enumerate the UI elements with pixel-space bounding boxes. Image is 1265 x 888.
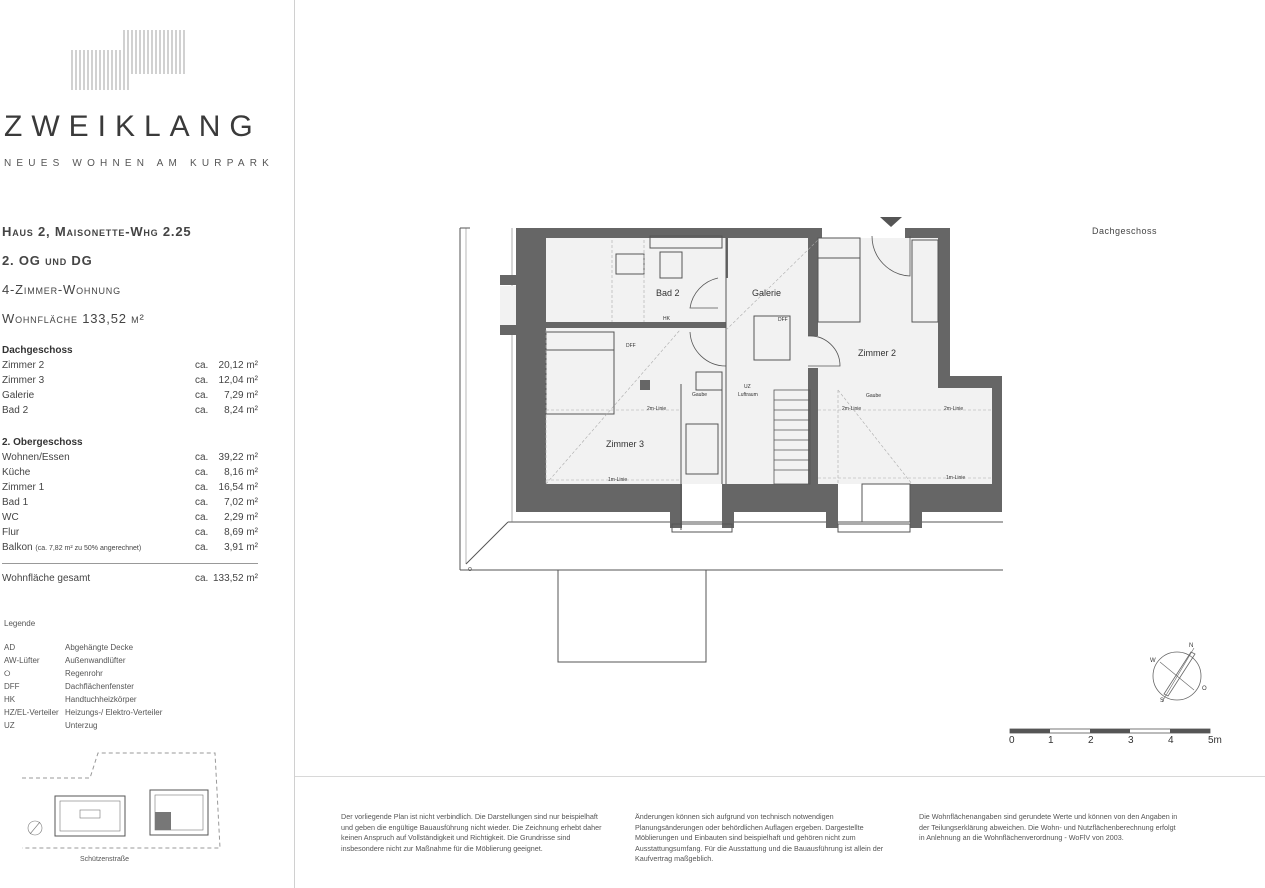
unit-floors: 2. OG und DG xyxy=(2,253,93,268)
scale-label: 4 xyxy=(1168,735,1174,746)
note-uz: UZ xyxy=(744,384,751,390)
note-gaube: Gaube xyxy=(866,393,882,399)
area-row: Küche ca. 8,16 m² xyxy=(2,467,258,478)
logo-mark-icon xyxy=(70,30,190,92)
divider xyxy=(2,563,258,564)
area-row: Balkon (ca. 7,82 m² zu 50% angerechnet) ca. 3,91 m² xyxy=(2,542,258,553)
area-row: Zimmer 1 ca. 16,54 m² xyxy=(2,482,258,493)
area-row: Bad 1 ca. 7,02 m² xyxy=(2,497,258,508)
compass-icon xyxy=(1148,640,1212,704)
note-hk: HK xyxy=(663,316,670,322)
legend-item: HZ/EL-Verteiler Heizungs-/ Elektro-Verteiler xyxy=(4,708,163,717)
disclaimer-col3: Die Wohnflächenangaben sind gerundete Werte und können von den Angaben in der Teilungserklärung abweichen. Die Wohn- und Nutzflächenberechnung erfolgt in Anlehnung an die Wohnflächenverordnung - WoFlV von 2003. xyxy=(919,812,1178,842)
compass-w: W xyxy=(1150,658,1156,664)
area-row: Zimmer 3 ca. 12,04 m² xyxy=(2,375,258,386)
legend-item: AW-Lüfter Außenwandlüfter xyxy=(4,656,126,665)
footer-divider xyxy=(295,776,1265,777)
note-1m-line: 1m-Linie xyxy=(608,477,628,483)
unit-title: Haus 2, Maisonette-Whg 2.25 xyxy=(2,224,192,239)
scale-label: 2 xyxy=(1088,735,1094,746)
room-label-galerie: Galerie xyxy=(752,288,782,298)
area-row: Zimmer 2 ca. 20,12 m² xyxy=(2,360,258,371)
note-2m-line: 2m-Linie xyxy=(647,406,667,412)
area-row: WC ca. 2,29 m² xyxy=(2,512,258,523)
legend-item: AD Abgehängte Decke xyxy=(4,643,134,652)
room-label-zimmer3: Zimmer 3 xyxy=(606,439,644,449)
area-row: Bad 2 ca. 8,24 m² xyxy=(2,405,258,416)
scale-label: 3 xyxy=(1128,735,1134,746)
street-label: Schützenstraße xyxy=(80,856,130,863)
section-title-obergeschoss: 2. Obergeschoss xyxy=(2,437,83,448)
note-2m-line: 2m-Linie xyxy=(944,406,964,412)
legend-item: ⭘ Regenrohr xyxy=(4,669,103,678)
note-1m-line: 1m-Linie xyxy=(946,475,966,481)
note-gaube: Gaube xyxy=(692,392,708,398)
brand-tagline: NEUES WOHNEN AM KURPARK xyxy=(4,158,274,169)
brand-name: ZWEIKLANG xyxy=(4,110,262,143)
scale-label: 0 xyxy=(1009,735,1015,746)
room-label-zimmer2: Zimmer 2 xyxy=(858,348,896,358)
area-row: Wohnen/Essen ca. 39,22 m² xyxy=(2,452,258,463)
disclaimer-col2: Änderungen können sich aufgrund von technisch notwendigen Planungsänderungen oder behördlichen Auflagen ergeben. Dargestellte Möblierungen und Einbauten sind beispielhaft und gehören nicht zum Ausstattungsumfang. Für die Ausstattung und die Bauausführung ist allein der Kaufvertrag maßgeblich. xyxy=(635,812,884,863)
compass-n: N xyxy=(1189,643,1194,649)
section-title-dachgeschoss: Dachgeschoss xyxy=(2,345,73,356)
unit-area: Wohnfläche 133,52 m² xyxy=(2,311,145,326)
note-2m-line: 2m-Linie xyxy=(842,406,862,412)
compass-o: O xyxy=(1202,686,1207,692)
scale-label: 5m xyxy=(1208,735,1222,746)
area-row: Galerie ca. 7,29 m² xyxy=(2,390,258,401)
floor-plan xyxy=(455,212,1015,672)
note-luftraum: Luftraum xyxy=(738,392,758,398)
note-dff: DFF xyxy=(626,343,636,349)
scale-label: 1 xyxy=(1048,735,1054,746)
legend-item: HK Handtuchheizkörper xyxy=(4,695,137,704)
area-row: Flur ca. 8,69 m² xyxy=(2,527,258,538)
site-plan-map xyxy=(20,750,225,855)
legend-title: Legende xyxy=(4,619,36,628)
info-panel xyxy=(0,0,295,888)
room-label-bad2: Bad 2 xyxy=(656,288,680,298)
scale-bar xyxy=(1008,728,1223,736)
disclaimer-col1: Der vorliegende Plan ist nicht verbindlich. Die Darstellungen sind nur beispielhaft und geben die engültige Bauausführung nicht wieder. Die Zeichnung erhebt daher keinen Anspruch auf Vollständigkeit und Richtigkeit. Die Grundrisse sind insbesondere nicht zur Maßnahme für die Möblierung geeignet. xyxy=(341,812,602,853)
legend-item: DFF Dachflächenfenster xyxy=(4,682,134,691)
svg-text:o: o xyxy=(468,566,472,573)
legend-item: UZ Unterzug xyxy=(4,721,98,730)
total-row: Wohnfläche gesamt ca. 133,52 m² xyxy=(2,573,258,584)
note-dff: DFF xyxy=(778,317,788,323)
unit-type: 4-Zimmer-Wohnung xyxy=(2,282,121,297)
level-label: Dachgeschoss xyxy=(1092,226,1158,236)
compass-s: S xyxy=(1160,698,1165,704)
